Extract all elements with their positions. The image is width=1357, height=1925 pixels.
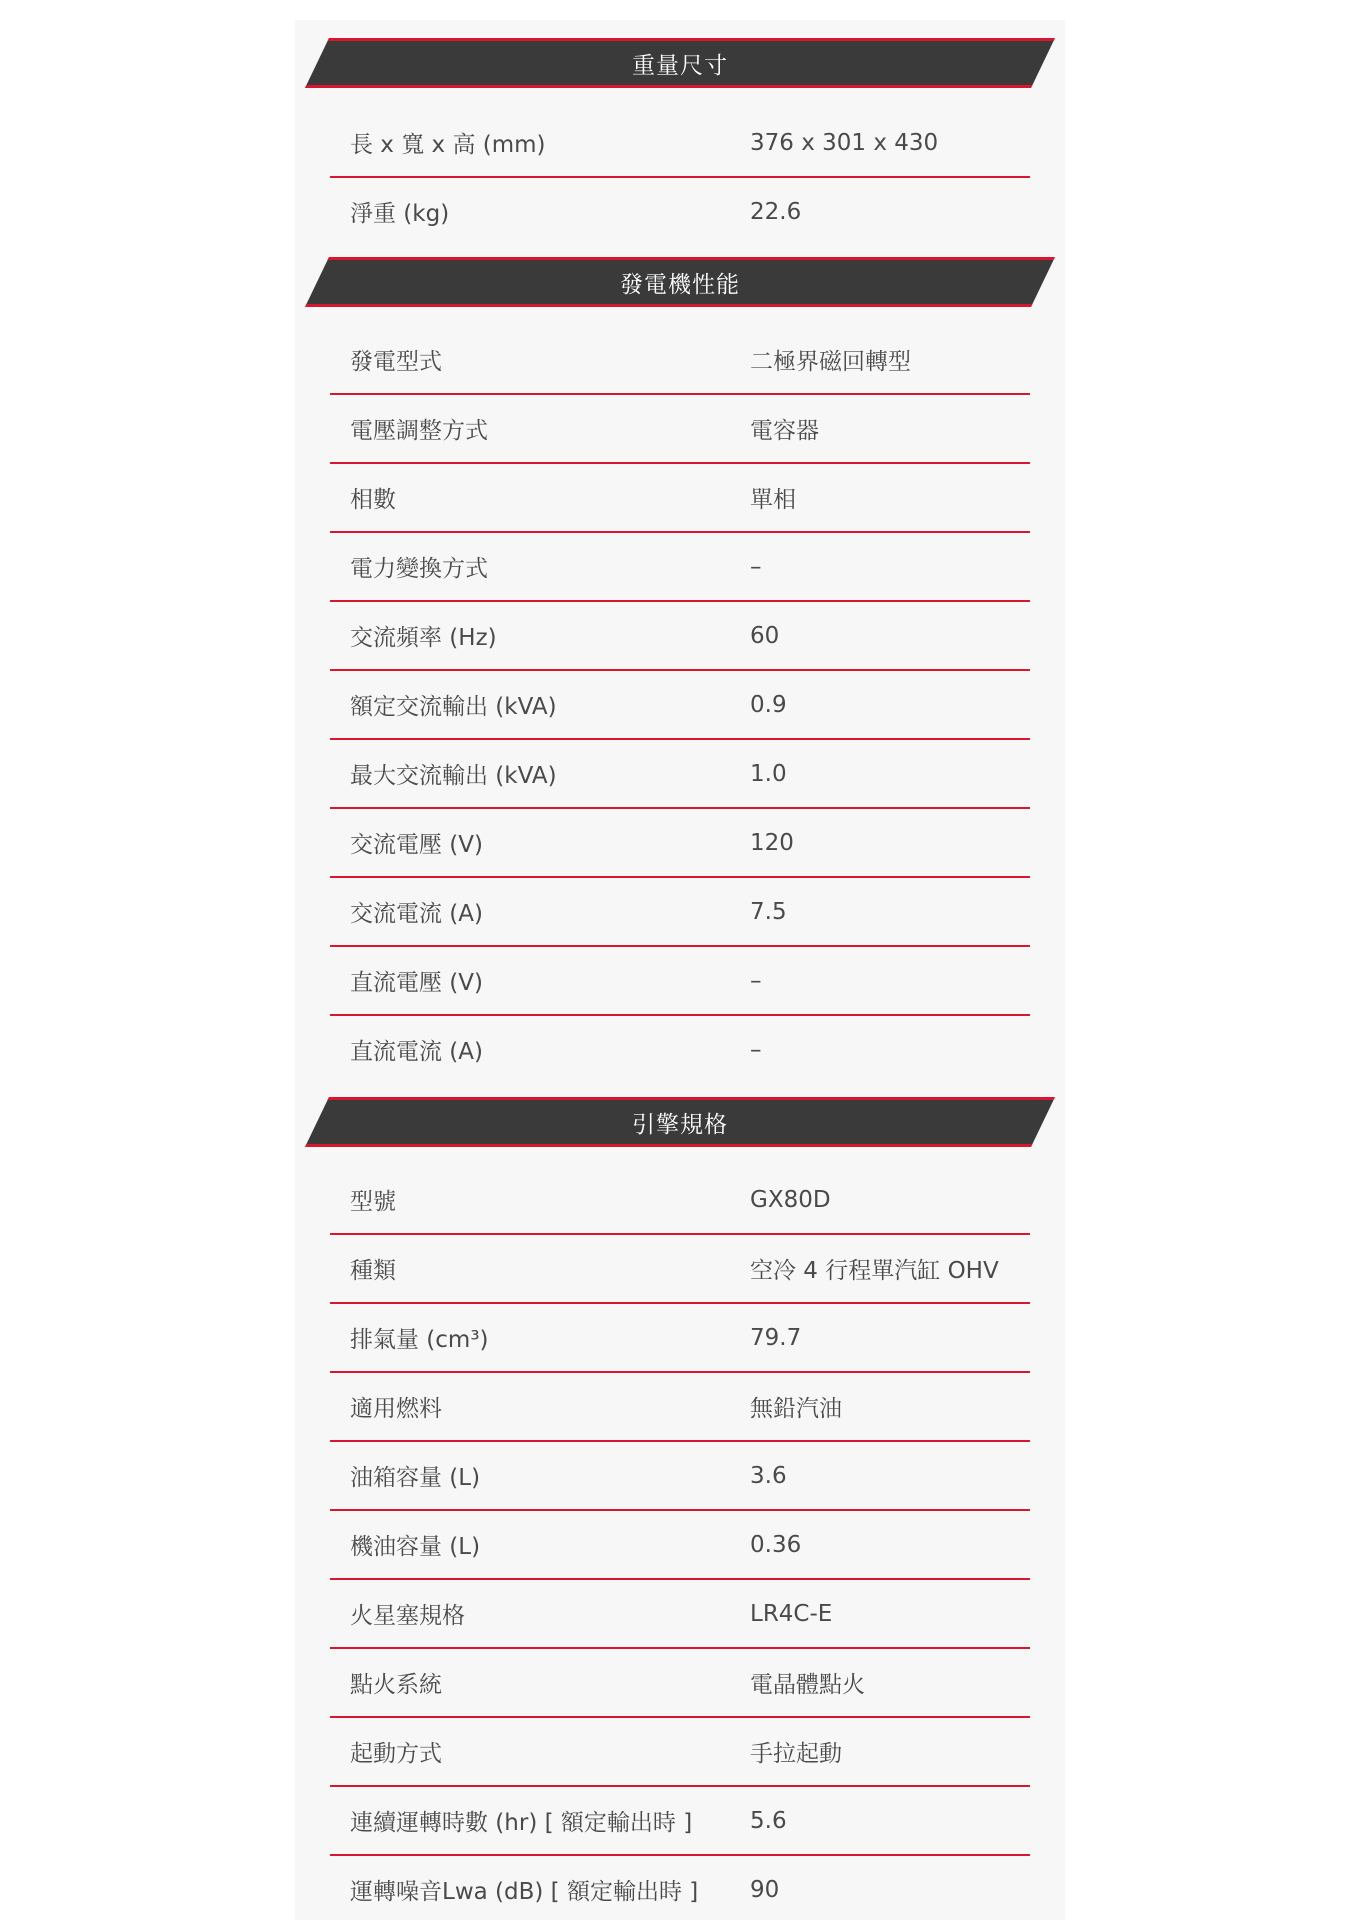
spec-value: 電晶體點火 [750,1672,865,1698]
spec-row [330,326,1030,395]
section-title: 重量尺寸 [632,52,728,79]
spec-value: LR4C-E [750,1600,833,1627]
spec-row [330,809,1030,878]
spec-value: 0.9 [750,691,787,718]
spec-value: – [750,553,762,580]
spec-panel [295,20,1065,1920]
spec-label: 連續運轉時數 (hr) [ 額定輸出時 ] [350,1810,693,1836]
spec-value: GX80D [750,1186,831,1213]
spec-value: 電容器 [750,418,819,444]
spec-label: 電壓調整方式 [350,418,488,444]
spec-label: 最大交流輸出 (kVA) [350,763,557,789]
spec-row [330,1856,1030,1925]
spec-value: 單相 [750,487,796,513]
spec-row [330,1442,1030,1511]
spec-label: 排氣量 (cm³) [350,1327,489,1353]
spec-row [330,671,1030,740]
spec-label: 交流電流 (A) [350,901,483,927]
spec-row [330,1511,1030,1580]
spec-value: 無鉛汽油 [750,1396,842,1422]
spec-row [330,947,1030,1016]
section-title: 引擎規格 [632,1111,728,1138]
spec-label: 機油容量 (L) [350,1534,481,1560]
spec-value: – [750,1036,762,1063]
spec-label: 直流電流 (A) [350,1039,483,1065]
spec-label: 適用燃料 [350,1396,442,1422]
spec-value: 120 [750,829,794,856]
spec-label: 發電型式 [350,349,442,375]
spec-value: 3.6 [750,1462,787,1489]
spec-label: 運轉噪音Lwa (dB) [ 額定輸出時 ] [350,1879,699,1905]
spec-row [330,178,1030,247]
spec-label: 油箱容量 (L) [350,1465,481,1491]
spec-row [330,878,1030,947]
spec-row [330,1580,1030,1649]
spec-value: 79.7 [750,1324,802,1351]
spec-row [330,109,1030,178]
spec-row [330,533,1030,602]
spec-value: 60 [750,622,780,649]
spec-value: 90 [750,1876,780,1903]
spec-label: 電力變換方式 [350,556,488,582]
spec-row [330,1166,1030,1235]
spec-value: 376 x 301 x 430 [750,129,939,156]
spec-value: 5.6 [750,1807,787,1834]
spec-value: 1.0 [750,760,787,787]
spec-row [330,602,1030,671]
spec-value: – [750,967,762,994]
spec-label: 種類 [350,1258,396,1284]
spec-row [330,1787,1030,1856]
section-title: 發電機性能 [620,271,740,298]
spec-label: 點火系統 [350,1672,442,1698]
spec-label: 交流電壓 (V) [350,832,483,858]
spec-row [330,1016,1030,1085]
spec-label: 淨重 (kg) [350,201,450,227]
section-header [305,38,1055,88]
spec-label: 相數 [350,487,396,513]
spec-value: 空冷 4 行程單汽缸 OHV [750,1258,999,1284]
spec-label: 長 x 寬 x 高 (mm) [350,132,546,158]
spec-row [330,464,1030,533]
spec-row [330,1373,1030,1442]
spec-label: 火星塞規格 [350,1603,465,1629]
spec-label: 交流頻率 (Hz) [350,625,497,651]
spec-value: 手拉起動 [750,1741,842,1767]
section-header [305,257,1055,307]
spec-label: 起動方式 [350,1741,442,1767]
spec-row [330,1304,1030,1373]
spec-row [330,1649,1030,1718]
spec-label: 直流電壓 (V) [350,970,483,996]
spec-value: 0.36 [750,1531,802,1558]
spec-row [330,740,1030,809]
spec-value: 7.5 [750,898,787,925]
spec-value: 二極界磁回轉型 [750,349,911,375]
spec-value: 22.6 [750,198,802,225]
spec-row [330,1235,1030,1304]
section-header [305,1097,1055,1147]
spec-row [330,1718,1030,1787]
spec-label: 額定交流輸出 (kVA) [350,694,557,720]
spec-label: 型號 [350,1189,396,1215]
spec-row [330,395,1030,464]
